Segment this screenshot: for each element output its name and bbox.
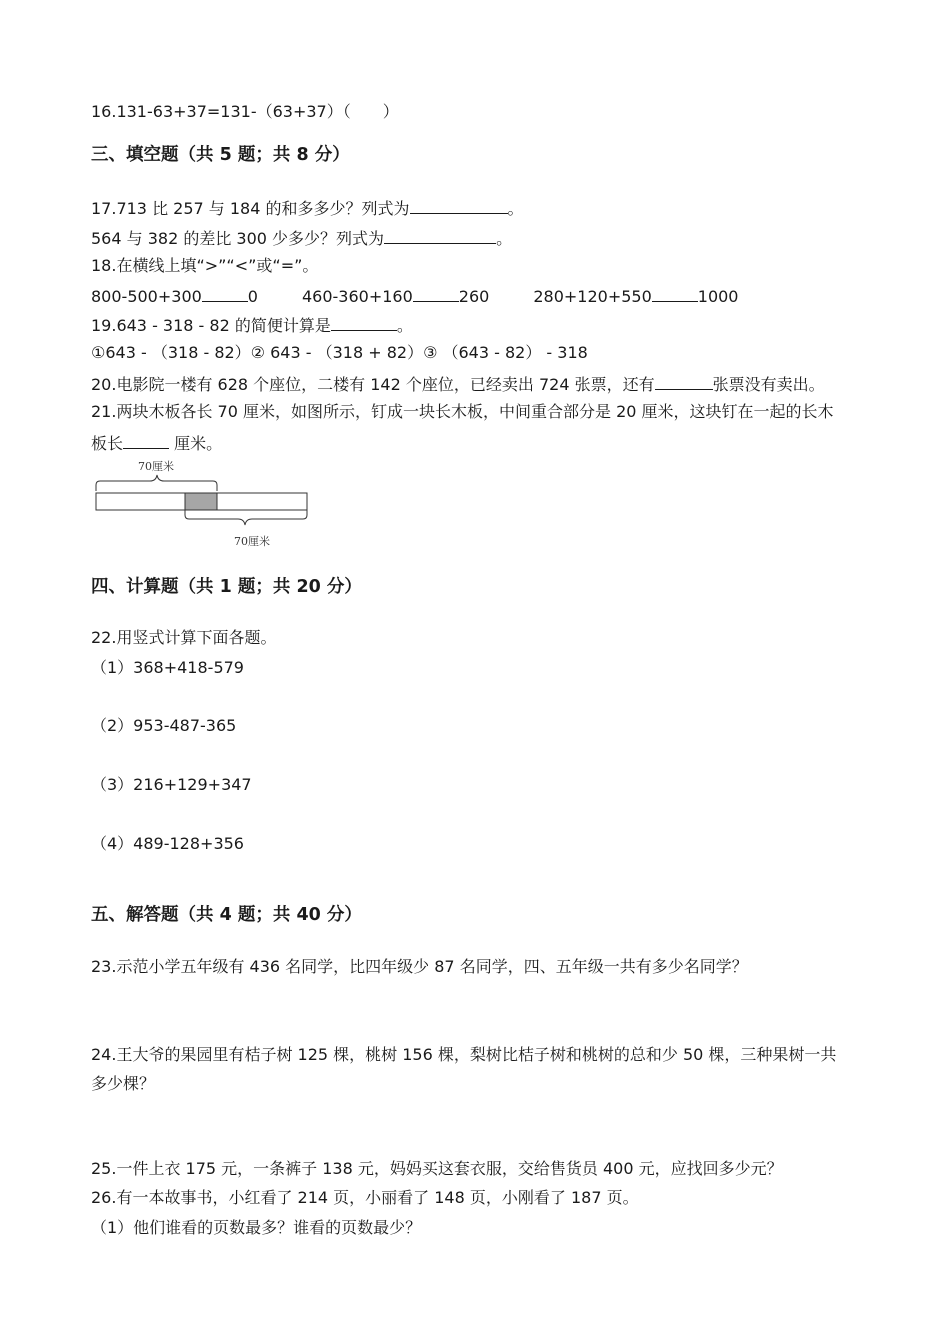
question-24-line-2: 多少棵？ — [91, 1074, 156, 1093]
answer-blank[interactable] — [410, 197, 508, 214]
q21-line2-suffix: 厘米。 — [169, 434, 223, 453]
q18-item-2-right: 260 — [458, 287, 490, 306]
board-overlap-diagram — [90, 455, 320, 555]
question-25: 25.一件上衣 175 元，一条裤子 138 元，妈妈买这套衣服，交给售货员 400 元，应找回多少元？ — [91, 1159, 783, 1178]
question-20 — [91, 373, 825, 395]
question-16: 16.131-63+37=131-（63+37）（ ） — [91, 102, 399, 121]
q20-suffix: 张票没有卖出。 — [712, 375, 825, 394]
section-5-title: 五、解答题（共 4 题；共 40 分） — [91, 905, 362, 925]
question-21-line-1: 21.两块木板各长 70 厘米，如图所示，钉成一块长木板，中间重合部分是 20 厘米，这块钉在一起的长木 — [91, 402, 834, 421]
q18-item-2-left: 460-360+160 — [301, 287, 413, 306]
answer-blank[interactable] — [331, 314, 397, 331]
question-19 — [91, 314, 413, 336]
q17-line2-prefix: 564 与 382 的差比 300 少多少？列式为 — [91, 229, 385, 248]
question-18-instruction: 18.在横线上填“>”“<”或“=”。 — [91, 256, 319, 275]
question-19-options: ①643 - （318 - 82）② 643 - （318 + 82）③ （643 - 82） - 318 — [91, 343, 588, 362]
top-length-label: 70厘米 — [138, 460, 174, 473]
overlap-region — [185, 493, 217, 510]
q19-prefix: 19.643 - 318 - 82 的简便计算是 — [91, 316, 331, 335]
question-21-line-2 — [91, 432, 222, 454]
q19-suffix: 。 — [396, 316, 413, 335]
answer-blank[interactable] — [413, 285, 459, 302]
question-17-line-2 — [91, 227, 512, 249]
question-22-instruction: 22.用竖式计算下面各题。 — [91, 628, 277, 647]
question-22-item-3: （3）216+129+347 — [91, 775, 252, 794]
question-26-line-1: 26.有一本故事书，小红看了 214 页，小丽看了 148 页，小刚看了 187 页。 — [91, 1188, 639, 1207]
question-22-item-2: （2）953-487-365 — [91, 716, 237, 735]
q21-line2-prefix: 板长 — [91, 434, 124, 453]
question-18-items — [91, 285, 738, 307]
answer-blank[interactable] — [655, 373, 713, 390]
q20-prefix: 20.电影院一楼有 628 个座位，二楼有 142 个座位，已经卖出 724 张票，还有 — [91, 375, 655, 394]
bottom-brace — [185, 510, 307, 525]
top-brace — [96, 475, 217, 491]
question-26-sub-1: （1）他们谁看的页数最多？谁看的页数最少？ — [91, 1218, 422, 1237]
section-3-title: 三、填空题（共 5 题；共 8 分） — [91, 145, 350, 165]
answer-blank[interactable] — [384, 227, 496, 244]
section-4-title: 四、计算题（共 1 题；共 20 分） — [91, 577, 362, 597]
q18-item-3-right: 1000 — [697, 287, 739, 306]
question-17-line-1 — [91, 197, 524, 219]
question-22-item-1: （1）368+418-579 — [91, 658, 244, 677]
q18-item-1-right: 0 — [247, 287, 258, 306]
q18-item-1-left: 800-500+300 — [91, 287, 202, 306]
answer-blank[interactable] — [202, 285, 248, 302]
answer-blank[interactable] — [652, 285, 698, 302]
question-23: 23.示范小学五年级有 436 名同学，比四年级少 87 名同学，四、五年级一共有多少名同学？ — [91, 957, 748, 976]
question-22-item-4: （4）489-128+356 — [91, 834, 244, 853]
question-24-line-1: 24.王大爷的果园里有桔子树 125 棵，桃树 156 棵，梨树比桔子树和桃树的总和少 50 棵，三种果树一共 — [91, 1045, 837, 1064]
bottom-length-label: 70厘米 — [234, 535, 270, 548]
q17-line2-suffix: 。 — [496, 229, 513, 248]
q17-line1-prefix: 17.713 比 257 与 184 的和多多少？列式为 — [91, 199, 410, 218]
answer-blank[interactable] — [123, 432, 169, 449]
q18-item-3-left: 280+120+550 — [533, 287, 652, 306]
q17-line1-suffix: 。 — [507, 199, 524, 218]
